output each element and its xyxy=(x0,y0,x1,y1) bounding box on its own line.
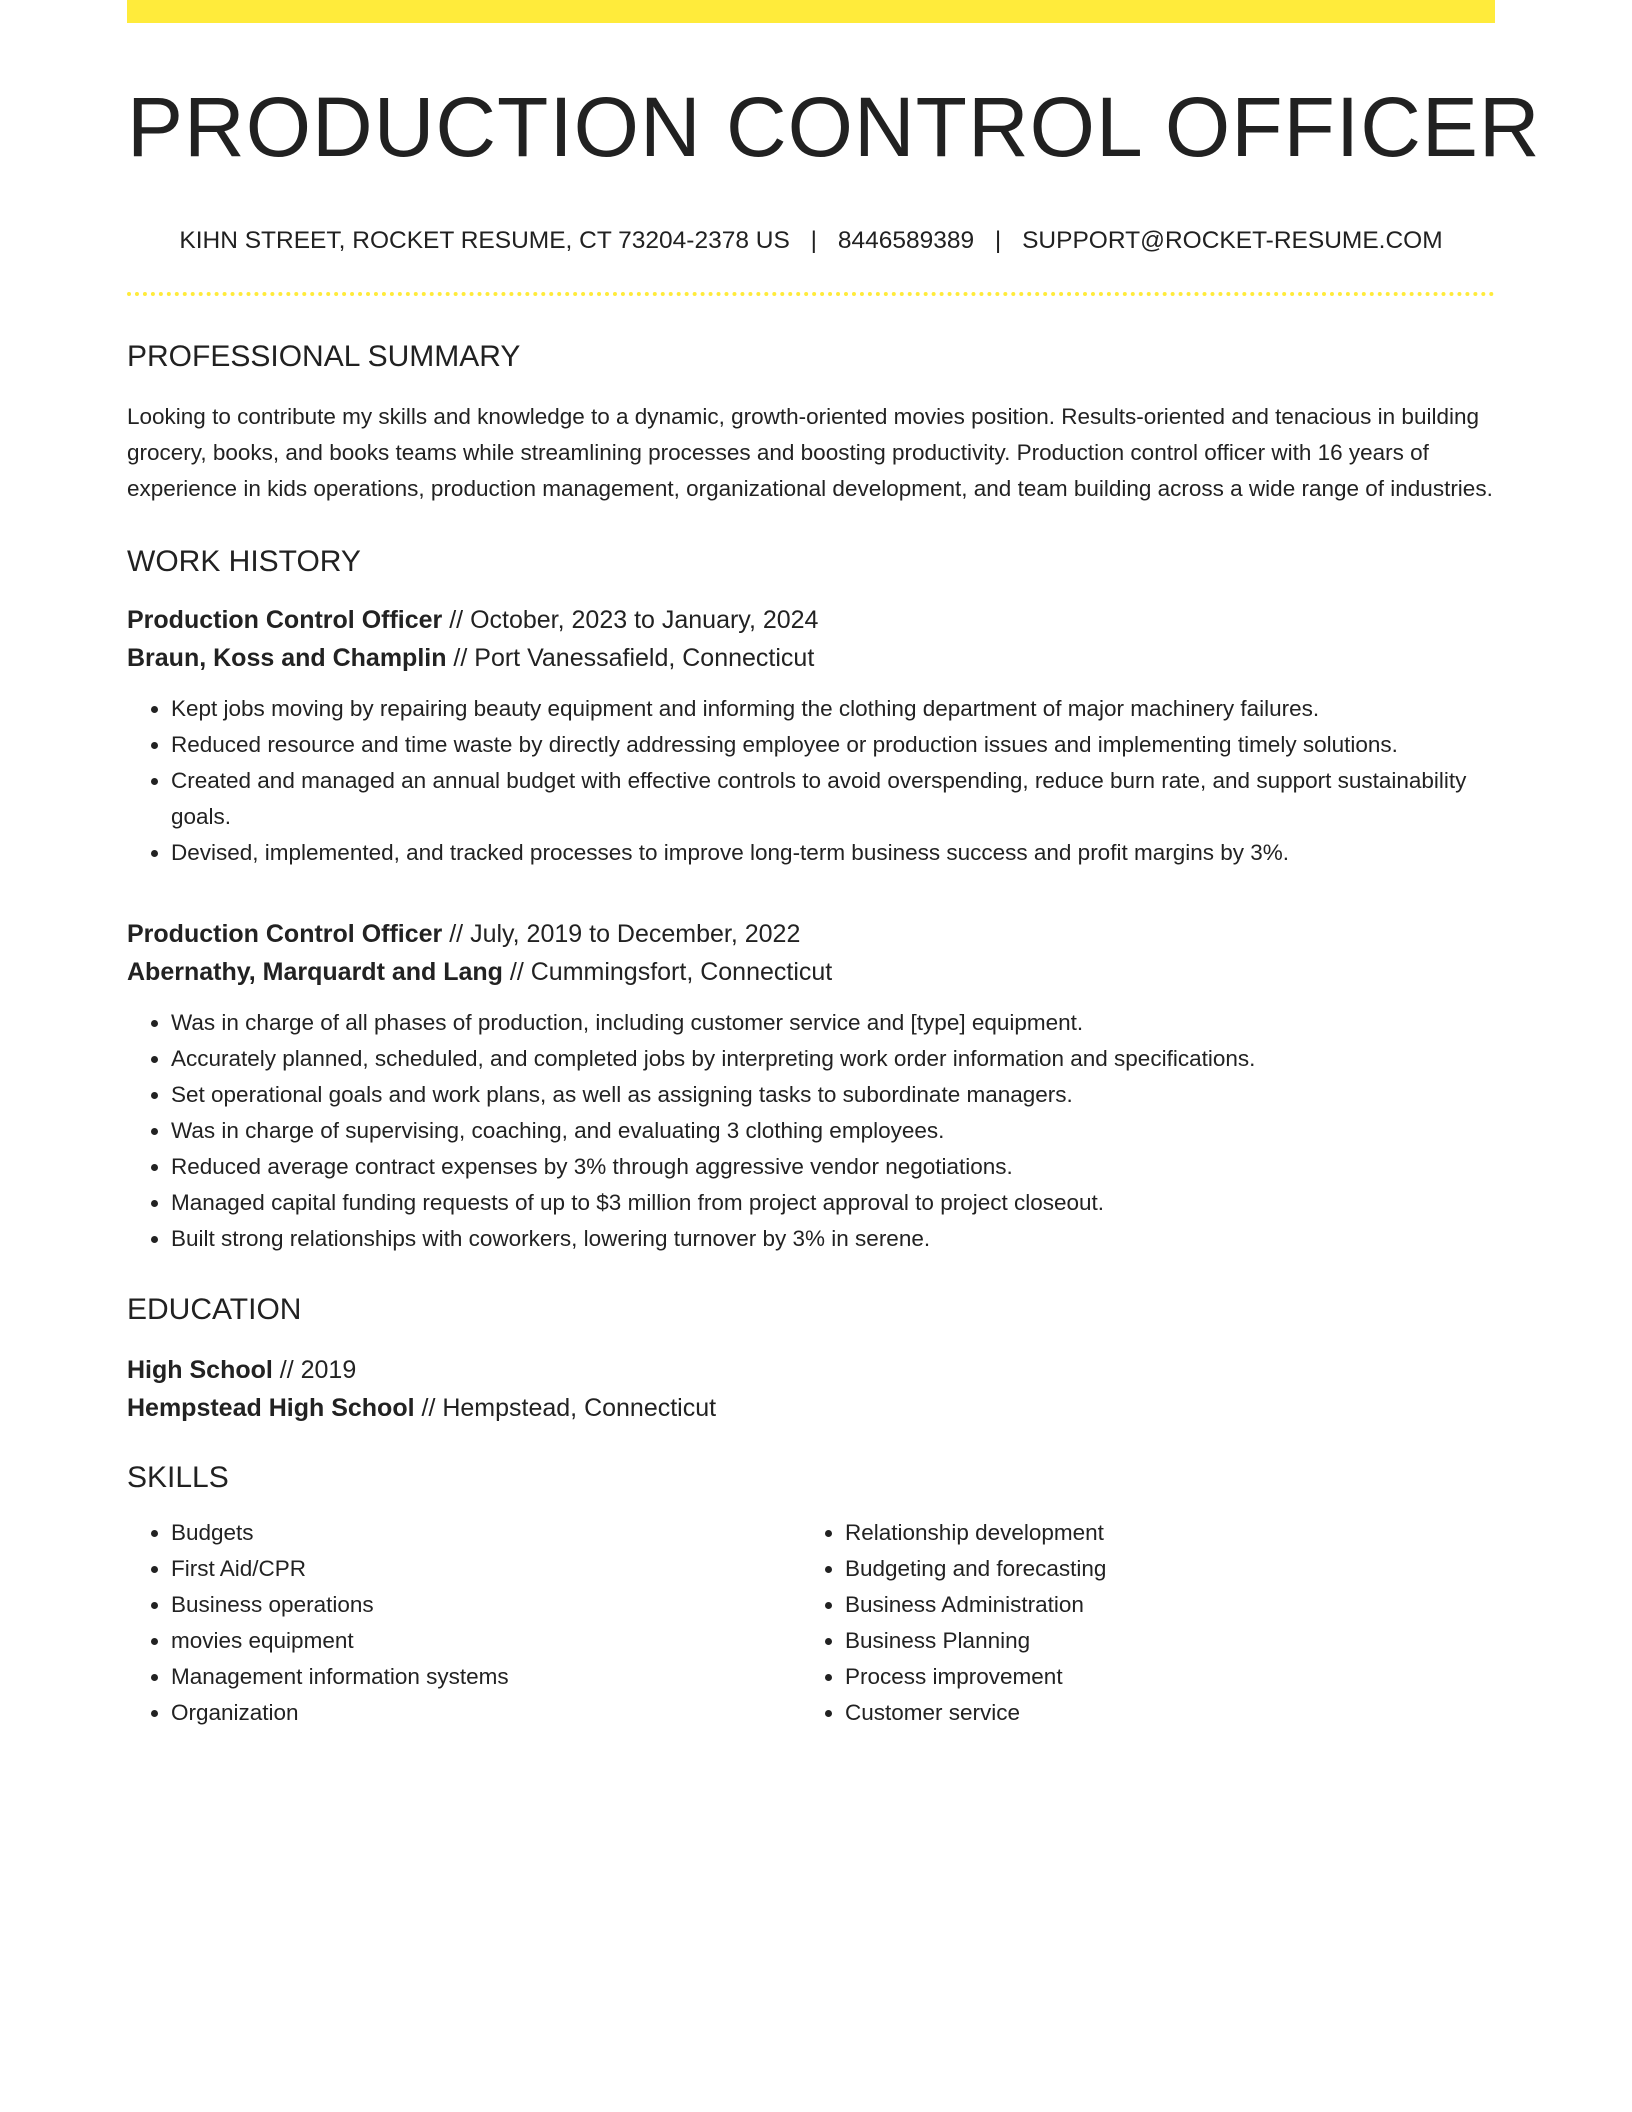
job-bullet: • Accurately planned, scheduled, and completed jobs by interpreting work order information and specifications. xyxy=(171,1041,1495,1077)
skills-heading: SKILLS xyxy=(127,1460,229,1494)
contact-email: SUPPORT@ROCKET-RESUME.COM xyxy=(1022,227,1443,254)
summary-heading: PROFESSIONAL SUMMARY xyxy=(127,339,521,373)
job-dates: // July, 2019 to December, 2022 xyxy=(442,919,801,948)
job-entry xyxy=(127,601,1495,871)
job-bullet: • Managed capital funding requests of up to $3 million from project approval to project closeout. xyxy=(171,1185,1495,1221)
job-bullet: • Was in charge of all phases of production, including customer service and [type] equipment. xyxy=(171,1005,1495,1041)
education-school-line xyxy=(127,1389,1495,1427)
job-role: Production Control Officer xyxy=(127,605,443,634)
contact-line xyxy=(127,229,1495,254)
education-degree: High School xyxy=(127,1355,273,1384)
contact-address: KIHN STREET, ROCKET RESUME, CT 73204-2378 US xyxy=(179,227,790,254)
skill-item: • Budgets xyxy=(171,1515,801,1551)
job-bullet: • Built strong relationships with coworkers, lowering turnover by 3% in serene. xyxy=(171,1221,1495,1257)
job-role: Production Control Officer xyxy=(127,919,443,948)
job-company-line xyxy=(127,953,1495,991)
skill-item: • Customer service xyxy=(845,1695,1475,1731)
skill-item: • Business operations xyxy=(171,1587,801,1623)
job-location: // Cummingsfort, Connecticut xyxy=(502,957,833,986)
job-bullet: • Created and managed an annual budget with effective controls to avoid overspending, reduce burn rate, and support sustainability goals. xyxy=(171,763,1495,835)
work-history-heading: WORK HISTORY xyxy=(127,544,361,578)
job-company-line xyxy=(127,639,1495,677)
skill-item: • Process improvement xyxy=(845,1659,1475,1695)
job-location: // Port Vanessafield, Connecticut xyxy=(446,643,815,672)
skill-item: • First Aid/CPR xyxy=(171,1551,801,1587)
job-dates: // October, 2023 to January, 2024 xyxy=(442,605,819,634)
skills-grid xyxy=(127,1515,1495,1731)
job-bullet: • Devised, implemented, and tracked processes to improve long-term business success and profit margins by 3%. xyxy=(171,835,1495,871)
job-bullet: • Set operational goals and work plans, as well as assigning tasks to subordinate managers. xyxy=(171,1077,1495,1113)
skills-column-left xyxy=(127,1515,801,1731)
contact-phone: 8446589389 xyxy=(837,227,975,254)
job-entry xyxy=(127,915,1495,1257)
education-location: // Hempstead, Connecticut xyxy=(414,1393,717,1422)
skill-item: • Business Planning xyxy=(845,1623,1475,1659)
job-role-line xyxy=(127,915,1495,953)
skill-item: • Organization xyxy=(171,1695,801,1731)
job-company: Abernathy, Marquardt and Lang xyxy=(127,957,503,986)
job-bullet: • Reduced average contract expenses by 3% through aggressive vendor negotiations. xyxy=(171,1149,1495,1185)
job-bullets xyxy=(127,691,1495,871)
skills-column-right xyxy=(801,1515,1475,1731)
skill-item: • Relationship development xyxy=(845,1515,1475,1551)
skills-list xyxy=(127,1515,801,1731)
resume-page xyxy=(127,0,1541,1731)
education-degree-line xyxy=(127,1351,1495,1389)
education-entry xyxy=(127,1351,1495,1427)
job-bullet: • Was in charge of supervising, coaching, and evaluating 3 clothing employees. xyxy=(171,1113,1495,1149)
candidate-title: PRODUCTION CONTROL OFFICER xyxy=(127,80,1541,174)
job-bullets xyxy=(127,1005,1495,1257)
education-school: Hempstead High School xyxy=(127,1393,415,1422)
education-heading: EDUCATION xyxy=(127,1292,302,1326)
skill-item: • Budgeting and forecasting xyxy=(845,1551,1475,1587)
job-role-line xyxy=(127,601,1495,639)
contact-separator: | xyxy=(994,227,1002,254)
contact-separator: | xyxy=(810,227,817,254)
job-bullet: • Reduced resource and time waste by directly addressing employee or production issues and implementing timely solutions. xyxy=(171,727,1495,763)
skill-item: • Management information systems xyxy=(171,1659,801,1695)
summary-paragraph: Looking to contribute my skills and knowledge to a dynamic, growth-oriented movies position. Results-oriented and tenacious in building grocery, books, and books teams while streamlining processes and boosting productivity. Production control officer with 16 years of experience in kids operations, production management, organizational development, and team building across a wide range of industries. xyxy=(127,403,1493,501)
job-company: Braun, Koss and Champlin xyxy=(127,643,447,672)
job-bullet: • Kept jobs moving by repairing beauty equipment and informing the clothing department of major machinery failures. xyxy=(171,691,1495,727)
skill-item: • movies equipment xyxy=(171,1623,801,1659)
skill-item: • Business Administration xyxy=(845,1587,1475,1623)
education-year: // 2019 xyxy=(272,1355,357,1384)
top-accent-bar xyxy=(127,0,1495,23)
dotted-divider xyxy=(127,292,1495,296)
skills-list xyxy=(801,1515,1475,1731)
